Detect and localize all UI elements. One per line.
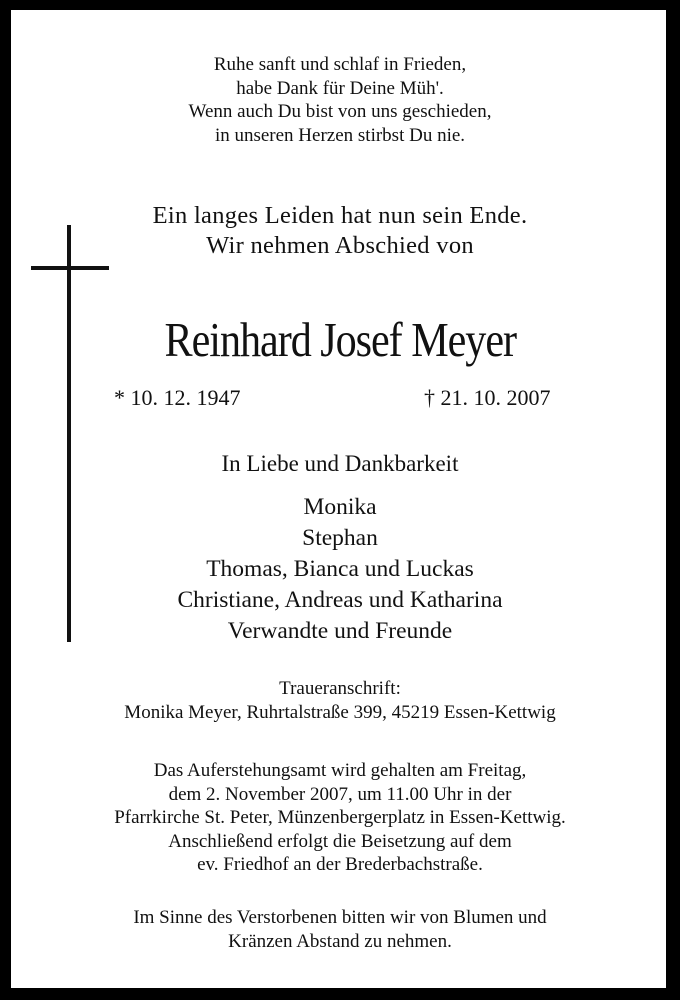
address-value: Monika Meyer, Ruhrtalstraße 399, 45219 Essen-Kettwig — [124, 702, 556, 723]
poem-line: habe Dank für Deine Müh'. — [236, 77, 444, 99]
poem-line: Wenn auch Du bist von uns geschieden, — [188, 101, 492, 122]
address-label: Traueranschrift: — [279, 678, 401, 699]
mourner: Stephan — [302, 525, 378, 551]
farewell-intro — [0, 201, 680, 261]
request-line: Im Sinne des Verstorbenen bitten wir von Blumen und — [133, 907, 547, 928]
mourning-address — [0, 677, 680, 725]
death-date: † 21. 10. 2007 — [424, 385, 551, 410]
service-line: Anschließend erfolgt die Beisetzung auf dem — [168, 830, 512, 852]
memorial-poem — [0, 53, 680, 147]
intro-line: Ein langes Leiden hat nun sein Ende. — [152, 202, 528, 229]
service-line: ev. Friedhof an der Brederbachstraße. — [197, 854, 483, 875]
intro-line: Wir nehmen Abschied von — [206, 232, 474, 259]
poem-line: Ruhe sanft und schlaf in Frieden, — [213, 54, 467, 75]
mourner: Monika — [303, 494, 377, 520]
funeral-service-info — [0, 759, 680, 877]
service-line: Das Auferstehungsamt wird gehalten am Freitag, — [153, 760, 527, 781]
mourner: Christiane, Andreas und Katharina — [177, 587, 503, 613]
cross-icon-bar — [31, 266, 109, 270]
deceased-name: Reinhard Josef Meyer — [164, 312, 517, 367]
request-line: Kränzen Abstand zu nehmen. — [228, 930, 452, 952]
poem-line: in unseren Herzen stirbst Du nie. — [214, 124, 466, 146]
service-line: dem 2. November 2007, um 11.00 Uhr in der — [168, 783, 512, 805]
birth-date: * 10. 12. 1947 — [114, 385, 241, 410]
dedication: In Liebe und Dankbarkeit — [221, 451, 459, 476]
mourner: Verwandte und Freunde — [227, 618, 453, 644]
mourner: Thomas, Bianca und Luckas — [206, 556, 474, 582]
mourners-list — [0, 492, 680, 647]
service-line: Pfarrkirche St. Peter, Münzenbergerplatz in Essen-Kettwig. — [114, 807, 566, 828]
flowers-request — [0, 906, 680, 953]
